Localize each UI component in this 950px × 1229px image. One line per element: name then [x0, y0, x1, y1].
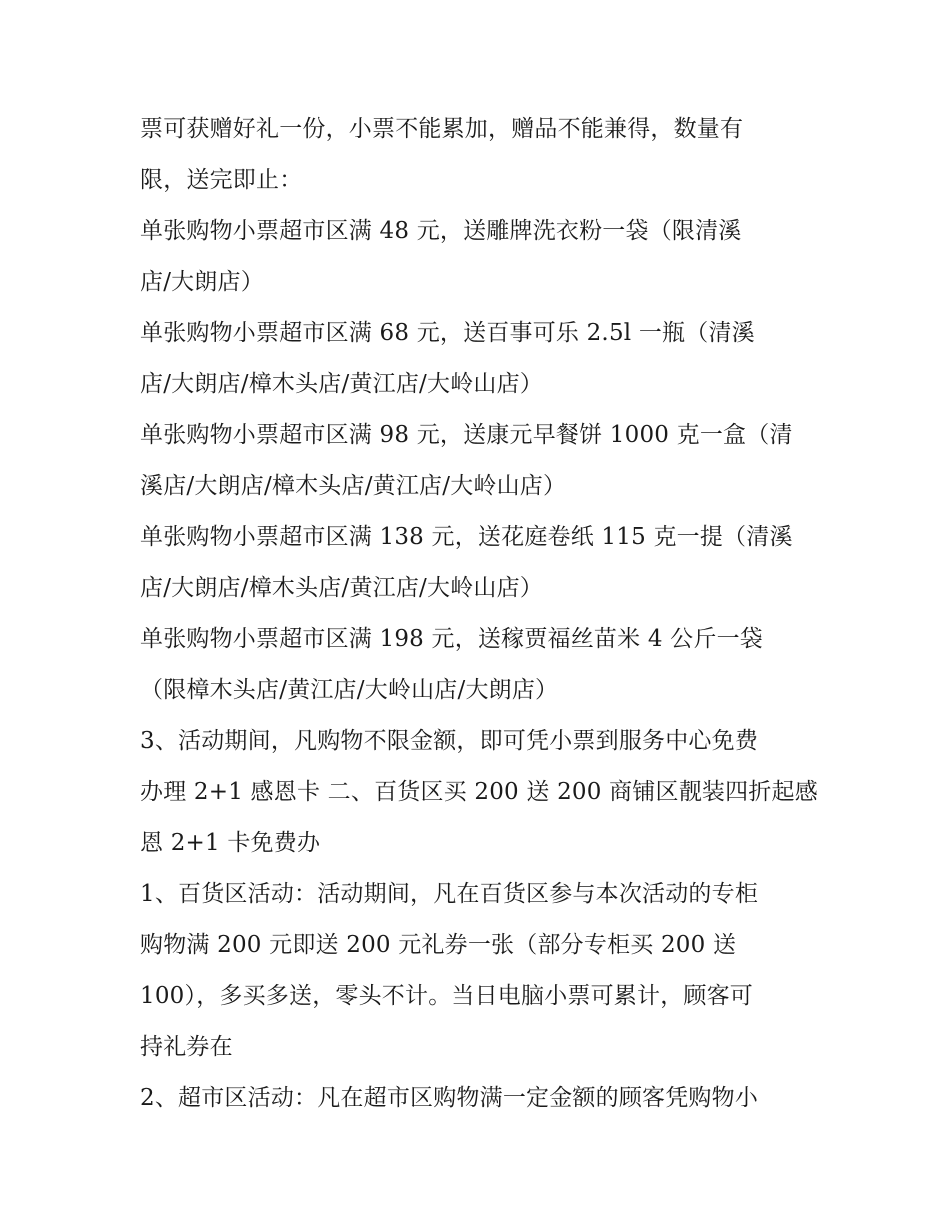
text-line: 3、活动期间，凡购物不限金额，即可凭小票到服务中心免费	[140, 728, 759, 754]
text-line: 持礼券在	[140, 1034, 233, 1060]
text-line: 恩 2+1 卡免费办	[140, 830, 321, 856]
text-line: 票可获赠好礼一份，小票不能累加，赠品不能兼得，数量有	[140, 116, 744, 142]
text-line: 单张购物小票超市区满 138 元，送花庭卷纸 115 克一提（清溪	[140, 524, 793, 550]
text-line: 单张购物小票超市区满 198 元，送稼贾福丝苗米 4 公斤一袋	[140, 626, 763, 652]
text-line: 100），多买多送，零头不计。当日电脑小票可累计，顾客可	[140, 983, 753, 1009]
text-line: 溪店/大朗店/樟木头店/黄江店/大岭山店）	[140, 473, 567, 499]
text-line: 1、百货区活动：活动期间，凡在百货区参与本次活动的专柜	[140, 881, 759, 907]
text-line: 单张购物小票超市区满 68 元，送百事可乐 2.5l 一瓶（清溪	[140, 320, 755, 346]
text-line: 店/大朗店/樟木头店/黄江店/大岭山店）	[140, 371, 543, 397]
text-line: （限樟木头店/黄江店/大岭山店/大朗店）	[140, 677, 559, 703]
text-line: 店/大朗店/樟木头店/黄江店/大岭山店）	[140, 575, 543, 601]
text-line: 购物满 200 元即送 200 元礼券一张（部分专柜买 200 送	[140, 932, 737, 958]
text-line: 店/大朗店）	[140, 269, 264, 295]
text-line: 2、超市区活动：凡在超市区购物满一定金额的顾客凭购物小	[140, 1085, 759, 1111]
text-line: 限，送完即止：	[140, 167, 303, 193]
text-line: 单张购物小票超市区满 98 元，送康元早餐饼 1000 克一盒（清	[140, 422, 793, 448]
document-body	[140, 104, 830, 1124]
text-line: 办理 2+1 感恩卡 二、百货区买 200 送 200 商铺区靓装四折起感	[140, 779, 818, 805]
text-line: 单张购物小票超市区满 48 元，送雕牌洗衣粉一袋（限清溪	[140, 218, 742, 244]
